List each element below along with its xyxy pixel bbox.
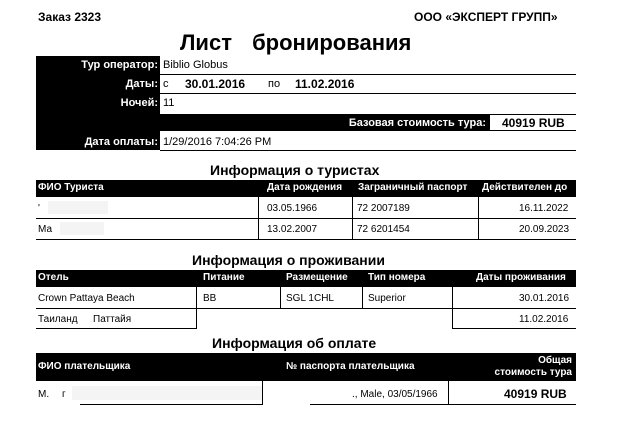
- divider: [452, 328, 576, 329]
- divider: [262, 381, 263, 405]
- room-type-value: Superior: [368, 293, 406, 304]
- accommodation-header: [36, 270, 576, 287]
- payment-header: [36, 353, 576, 381]
- redacted-area: [72, 386, 262, 400]
- page-title: Лист бронирования: [180, 30, 412, 55]
- redacted-area: [60, 222, 104, 235]
- hotel-name: Crown Pattaya Beach: [38, 293, 135, 304]
- nights-label: Ночей:: [120, 97, 158, 109]
- divider: [36, 239, 576, 240]
- payment-date-label: Дата оплаты:: [84, 136, 158, 148]
- payment-total: 40919 RUB: [504, 387, 567, 401]
- operator-value: Biblio Globus: [163, 59, 228, 71]
- order-number: Заказ 2323: [38, 10, 102, 24]
- col-payer: ФИО плательщика: [38, 361, 131, 372]
- col-passport: Заграничный паспорт: [358, 182, 468, 193]
- payment-date-value: 1/29/2016 7:04:26 PM: [163, 136, 272, 148]
- date-in-value: 30.01.2016: [519, 293, 570, 304]
- tourists-title: Информация о туристах: [210, 162, 380, 178]
- company-name: ООО «ЭКСПЕРТ ГРУПП»: [414, 10, 558, 24]
- date-out-value: 11.02.2016: [519, 314, 569, 325]
- operator-label: Тур оператор:: [81, 59, 158, 71]
- date-to: 11.02.2016: [295, 77, 355, 91]
- tourist-name: Ма: [38, 224, 53, 235]
- col-total-line1: Общая: [538, 355, 572, 366]
- divider: [80, 404, 262, 405]
- payer-passport-info: ., Male, 03/05/1966: [352, 389, 438, 400]
- date-from: 30.01.2016: [185, 77, 246, 91]
- col-placement: Размещение: [286, 272, 348, 283]
- col-hotel: Отель: [38, 272, 69, 283]
- payer-name-suffix: г: [62, 389, 66, 400]
- divider: [36, 308, 576, 309]
- col-room-type: Тип номера: [368, 272, 426, 283]
- accommodation-title: Информация о проживании: [192, 252, 385, 268]
- divider: [352, 197, 353, 239]
- divider: [160, 93, 576, 94]
- tourist-birth: 03.05.1966: [267, 203, 318, 214]
- divider: [160, 74, 576, 75]
- col-tourist-name: ФИО Туриста: [38, 182, 104, 193]
- base-cost-value: 40919 RUB: [502, 116, 565, 130]
- divider: [36, 328, 196, 329]
- col-meal: Питание: [203, 272, 245, 283]
- divider: [280, 287, 281, 308]
- col-stay-dates: Даты проживания: [476, 272, 566, 283]
- city-value: Паттайя: [93, 314, 132, 325]
- divider: [258, 197, 259, 239]
- col-total-line2: стоимость тура: [494, 367, 572, 378]
- col-payer-passport: № паспорта плательщика: [286, 361, 415, 372]
- divider: [478, 197, 479, 239]
- meal-value: BB: [203, 293, 217, 304]
- base-cost-label: Базовая стоимость тура:: [348, 117, 486, 129]
- divider: [448, 381, 449, 405]
- divider: [452, 287, 453, 329]
- payer-name: М.: [38, 389, 50, 400]
- nights-value: 11: [163, 97, 175, 109]
- tourists-header: [36, 180, 576, 197]
- divider: [160, 150, 576, 151]
- col-birth-date: Дата рождения: [267, 182, 343, 193]
- payment-title: Информация об оплате: [212, 335, 377, 351]
- country-value: Таиланд: [38, 314, 78, 325]
- tourist-passport: 72 2007189: [357, 203, 410, 214]
- dates-to-prefix: по: [268, 78, 281, 90]
- divider: [362, 287, 363, 308]
- placement-value: SGL 1CHL: [286, 293, 334, 304]
- redacted-area: [48, 201, 108, 214]
- tourist-passport: 72 6201454: [357, 224, 410, 235]
- tourist-birth: 13.02.2007: [267, 224, 318, 235]
- tourist-name: ': [38, 203, 40, 214]
- tourist-valid: 16.11.2022: [519, 203, 569, 214]
- divider: [196, 287, 197, 329]
- divider: [310, 404, 576, 405]
- divider: [36, 218, 576, 219]
- dates-label: Даты:: [125, 78, 158, 90]
- tourist-valid: 20.09.2023: [519, 224, 570, 235]
- col-valid-until: Действителен до: [482, 182, 568, 193]
- dates-from-prefix: с: [163, 78, 169, 90]
